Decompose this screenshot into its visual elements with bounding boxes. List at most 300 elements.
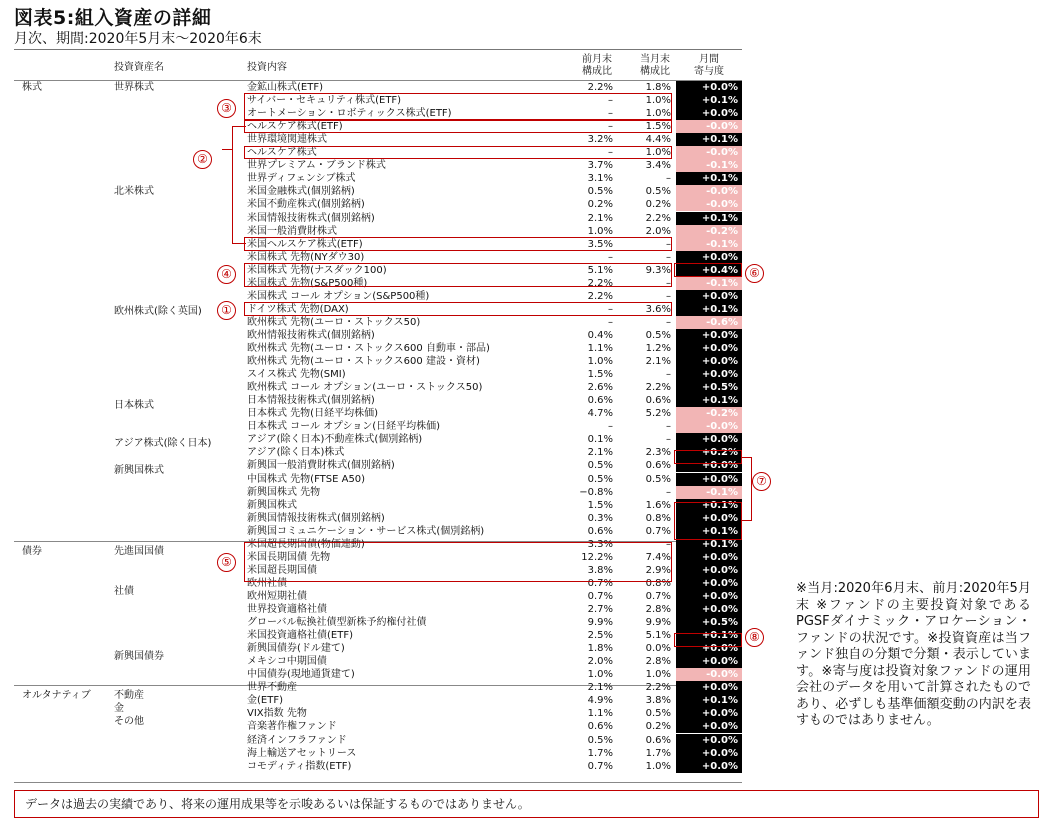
contrib-box [674, 633, 742, 647]
row-name: 新興国コミュニケーション・サービス株式(個別銘柄) [247, 525, 485, 537]
row-name: 中国株式 先物(FTSE A50) [247, 473, 366, 485]
curr-ratio: 1.0% [645, 108, 671, 120]
prev-ratio: 2.2% [587, 277, 613, 289]
contribution: +0.0% [676, 720, 742, 733]
curr-ratio: 0.7% [645, 525, 671, 537]
curr-ratio: 0.2% [645, 721, 671, 733]
table-row [247, 342, 742, 355]
curr-ratio: 9.3% [645, 264, 671, 276]
contribution: +0.1% [676, 94, 742, 107]
contribution: +0.0% [676, 551, 742, 564]
row-name: 米国株式 先物(S&P500種) [247, 277, 368, 289]
table-row [247, 486, 742, 499]
table-row [247, 420, 742, 433]
row-name: 金(ETF) [247, 695, 283, 707]
curr-ratio: – [666, 434, 671, 446]
contribution: +0.0% [676, 342, 742, 355]
row-name: 米国不動産株式(個別銘柄) [247, 199, 365, 211]
row-name: 欧州情報技術株式(個別銘柄) [247, 329, 375, 341]
curr-ratio: – [666, 538, 671, 550]
contribution: +0.0% [676, 707, 742, 720]
contribution: +0.0% [676, 473, 742, 486]
prev-ratio: −0.8% [579, 486, 613, 498]
row-name: ヘルスケア株式 [247, 147, 317, 159]
group-label: 社債 [114, 586, 134, 597]
prev-ratio: 3.5% [587, 238, 613, 250]
prev-ratio: 0.6% [587, 525, 613, 537]
table-row [247, 499, 742, 512]
header-contrib-line1: 月間 [699, 54, 719, 65]
highlight-box [244, 542, 672, 582]
curr-ratio: – [666, 486, 671, 498]
contribution: +0.1% [676, 499, 742, 512]
header-prev-line2: 構成比 [582, 66, 612, 77]
prev-ratio: 9.9% [587, 617, 613, 629]
curr-ratio: 2.9% [645, 564, 671, 576]
row-name: 欧州株式 コール オプション(ユーロ・ストックス50) [247, 382, 483, 394]
prev-ratio: 1.1% [587, 708, 613, 720]
table-row [247, 329, 742, 342]
table-row [247, 694, 742, 707]
prev-ratio: 5.1% [587, 264, 613, 276]
curr-ratio: 1.8% [645, 82, 671, 93]
curr-ratio: 1.2% [645, 343, 671, 354]
curr-ratio: 1.7% [645, 747, 671, 759]
row-name: 米国株式 先物(NYダウ30) [247, 251, 365, 263]
prev-ratio: 1.7% [587, 747, 613, 759]
prev-ratio: 1.5% [587, 369, 613, 381]
curr-ratio: 0.6% [645, 395, 671, 407]
marker-4: ④ [217, 265, 236, 284]
footnotes: ※当月:2020年6月末、前月:2020年5月末 ※ファンドの主要投資対象であるPGSFダイナミック・アロケーション・ファンドの状況です。※投資資産は当ファンド独自の分類で分類・表示しています。※寄与度は投資対象ファンドの運用会社のデータを用いて計算されたものであり、必ずしも基準価額変動の内訳を表すものではありません。 [796, 581, 1031, 728]
row-name: 日本株式 コール オプション(日経平均株価) [247, 421, 441, 433]
contribution: +0.0% [676, 577, 742, 590]
prev-ratio: 0.6% [587, 395, 613, 407]
curr-ratio: 3.8% [645, 695, 671, 707]
prev-ratio: 4.7% [587, 408, 613, 420]
row-name: 世界ディフェンシブ株式 [247, 173, 356, 185]
curr-ratio: 2.2% [645, 382, 671, 394]
table-row [247, 133, 742, 146]
row-name: 新興国株式 先物 [247, 486, 321, 498]
contribution: +0.0% [676, 368, 742, 381]
curr-ratio: 2.8% [645, 604, 671, 615]
row-name: 世界環境関連株式 [247, 134, 327, 146]
bracket-2 [232, 126, 246, 244]
group-label: オルタナティブ [22, 690, 91, 701]
prev-ratio: 3.7% [587, 160, 613, 172]
contribution: -0.0% [676, 146, 742, 159]
table-row [247, 590, 742, 603]
prev-ratio: – [608, 316, 613, 328]
prev-ratio: 0.3% [587, 512, 613, 524]
curr-ratio: – [666, 290, 671, 302]
contribution: +0.1% [676, 525, 742, 538]
prev-ratio: 2.1% [587, 212, 613, 224]
prev-ratio: 0.1% [587, 434, 613, 446]
prev-ratio: 0.2% [587, 199, 613, 211]
contribution: -0.2% [676, 225, 742, 238]
contribution: -0.2% [676, 407, 742, 420]
contribution: +0.0% [676, 355, 742, 368]
row-name: 米国ヘルスケア株式(ETF) [247, 238, 363, 250]
prev-ratio: – [608, 303, 613, 315]
row-name: 中国債券(現地通貨建て) [247, 669, 355, 681]
prev-ratio: – [608, 421, 613, 433]
contribution: +0.0% [676, 512, 742, 525]
group-label: 不動産 [114, 690, 144, 701]
contribution: -0.1% [676, 486, 742, 499]
contribution: +0.0% [676, 290, 742, 303]
row-name: 音楽著作権ファンド [247, 721, 337, 733]
header-curr-line2: 構成比 [640, 66, 670, 77]
curr-ratio: 1.6% [645, 499, 671, 511]
prev-ratio: 1.0% [587, 225, 613, 237]
contribution: +0.1% [676, 538, 742, 551]
marker-8: ⑧ [745, 628, 764, 647]
contribution: +0.0% [676, 459, 742, 472]
highlight-box [244, 93, 672, 120]
prev-ratio: 0.4% [587, 329, 613, 341]
table-row [247, 368, 742, 381]
row-name: 米国超長期国債(物価連動) [247, 538, 365, 550]
row-name: 新興国一般消費財株式(個別銘柄) [247, 460, 395, 472]
header-prev-line1: 前月末 [582, 54, 612, 65]
prev-ratio: 3.2% [587, 134, 613, 146]
curr-ratio: 0.2% [645, 199, 671, 211]
table-row [247, 525, 742, 538]
prev-ratio: 0.5% [587, 186, 613, 198]
prev-ratio: 3.1% [587, 173, 613, 185]
row-name: 経済インフラファンド [247, 734, 347, 746]
contribution: +0.0% [676, 564, 742, 577]
contribution: -0.0% [676, 120, 742, 133]
row-name: 米国金融株式(個別銘柄) [247, 186, 355, 198]
marker-6: ⑥ [745, 264, 764, 283]
prev-ratio: 1.0% [587, 356, 613, 368]
row-name: 米国超長期国債 [247, 564, 317, 576]
prev-ratio: 1.5% [587, 499, 613, 511]
chart-title: 図表5:組入資産の詳細 [14, 7, 212, 29]
curr-ratio: 0.5% [645, 186, 671, 198]
contribution: -0.0% [676, 198, 742, 211]
group-label: 欧州株式(除く英国) [114, 306, 202, 317]
row-name: ドイツ株式 先物(DAX) [247, 303, 349, 315]
contribution: +0.1% [676, 212, 742, 225]
contribution: +0.0% [676, 642, 742, 655]
marker-2: ② [193, 150, 212, 169]
table-row [247, 747, 742, 760]
curr-ratio: 1.0% [645, 147, 671, 159]
row-name: 欧州株式 先物(ユーロ・ストックス600 自動車・部品) [247, 343, 490, 354]
prev-ratio: 3.3% [587, 538, 613, 550]
prev-ratio: 2.7% [587, 604, 613, 615]
row-name: サイバー・セキュリティ株式(ETF) [247, 95, 402, 107]
row-name: メキシコ中期国債 [247, 656, 327, 668]
contribution: +0.0% [676, 107, 742, 120]
row-name: 新興国情報技術株式(個別銘柄) [247, 512, 385, 524]
prev-ratio: 0.5% [587, 473, 613, 485]
table-row [247, 681, 742, 694]
header-prev [560, 54, 612, 78]
group-label: 新興国債券 [114, 651, 164, 662]
contribution: +0.0% [676, 433, 742, 446]
contribution: +0.1% [676, 172, 742, 185]
prev-ratio: 2.6% [587, 382, 613, 394]
prev-ratio: 3.8% [587, 564, 613, 576]
contribution: +0.0% [676, 329, 742, 342]
curr-ratio: 0.0% [645, 643, 671, 655]
contribution: +0.1% [676, 133, 742, 146]
row-name: 金鉱山株式(ETF) [247, 82, 323, 93]
bottom-rule [14, 782, 742, 783]
top-rule [14, 49, 742, 50]
row-name: 海上輸送アセットリース [247, 747, 357, 759]
group-label: 金 [114, 703, 124, 714]
row-name: 欧州株式 先物(ユーロ・ストックス50) [247, 316, 421, 328]
curr-ratio: 2.2% [645, 212, 671, 224]
row-name: 米国長期国債 先物 [247, 551, 331, 563]
table-row [247, 459, 742, 472]
prev-ratio: – [608, 147, 613, 159]
prev-ratio: 2.2% [587, 290, 613, 302]
contribution: +0.1% [676, 394, 742, 407]
contribution: -0.6% [676, 316, 742, 329]
table-row [247, 185, 742, 198]
chart-subtitle: 月次、期間:2020年5月末〜2020年6末 [14, 31, 262, 47]
curr-ratio: 2.3% [645, 447, 671, 459]
row-name: 米国株式 先物(ナスダック100) [247, 264, 387, 276]
group-label: 新興国株式 [114, 465, 164, 476]
marker-3: ③ [217, 99, 236, 118]
row-name: コモディティ指数(ETF) [247, 760, 352, 772]
contribution: +0.5% [676, 616, 742, 629]
prev-ratio: 0.7% [587, 760, 613, 772]
header-contrib [676, 54, 742, 78]
curr-ratio: 1.0% [645, 95, 671, 107]
curr-ratio: – [666, 251, 671, 263]
contribution: +0.1% [676, 303, 742, 316]
curr-ratio: 0.7% [645, 590, 671, 602]
curr-ratio: 4.4% [645, 134, 671, 146]
contribution: +0.5% [676, 381, 742, 394]
group-label: アジア株式(除く日本) [114, 438, 212, 449]
contribution: +0.0% [676, 747, 742, 760]
table-row [247, 734, 742, 747]
row-name: グローバル転換社債型新株予約権付社債 [247, 617, 427, 629]
row-name: アジア(除く日本)株式 [247, 447, 345, 459]
curr-ratio: – [666, 277, 671, 289]
marker-7: ⑦ [752, 472, 771, 491]
curr-ratio: 1.0% [645, 760, 671, 772]
curr-ratio: 7.4% [645, 551, 671, 563]
prev-ratio: 1.0% [587, 669, 613, 681]
table-row [247, 316, 742, 329]
table-row [247, 655, 742, 668]
group-label: 世界株式 [114, 82, 154, 93]
curr-ratio: 0.5% [645, 329, 671, 341]
contrib-box [674, 502, 742, 540]
curr-ratio: 3.4% [645, 160, 671, 172]
table-row [247, 290, 742, 303]
curr-ratio: 0.8% [645, 577, 671, 589]
contribution: +0.0% [676, 590, 742, 603]
contribution: +0.0% [676, 603, 742, 616]
curr-ratio: – [666, 421, 671, 433]
prev-ratio: – [608, 121, 613, 133]
prev-ratio: 2.1% [587, 447, 613, 459]
table-row [247, 172, 742, 185]
curr-ratio: 0.6% [645, 460, 671, 472]
contribution: -0.1% [676, 159, 742, 172]
prev-ratio: – [608, 251, 613, 263]
table-row [247, 212, 742, 225]
header-curr-line1: 当月末 [640, 54, 670, 65]
table-row [247, 668, 742, 681]
header-content: 投資内容 [247, 62, 287, 73]
prev-ratio: 2.5% [587, 630, 613, 642]
table-row [247, 642, 742, 655]
table-row [247, 707, 742, 720]
contribution: -0.0% [676, 668, 742, 681]
prev-ratio: 2.2% [587, 82, 613, 93]
prev-ratio: 0.5% [587, 734, 613, 746]
contribution: +0.2% [676, 446, 742, 459]
contribution: +0.0% [676, 760, 742, 773]
curr-ratio: – [666, 238, 671, 250]
curr-ratio: 0.6% [645, 734, 671, 746]
contribution: -0.0% [676, 420, 742, 433]
row-name: 世界不動産 [247, 682, 297, 694]
prev-ratio: – [608, 108, 613, 120]
prev-ratio: 12.2% [581, 551, 613, 563]
bracket-7 [742, 457, 752, 521]
prev-ratio: 0.5% [587, 460, 613, 472]
curr-ratio: 0.5% [645, 473, 671, 485]
row-name: 世界投資適格社債 [247, 604, 327, 615]
row-name: 欧州株式 先物(ユーロ・ストックス600 建設・資材) [247, 356, 480, 368]
contribution: +0.0% [676, 655, 742, 668]
highlight-box [244, 263, 672, 287]
prev-ratio: 0.7% [587, 577, 613, 589]
curr-ratio: 2.1% [645, 356, 671, 368]
group-label: 北米株式 [114, 186, 154, 197]
row-name: 新興国株式 [247, 499, 297, 511]
curr-ratio: 9.9% [645, 617, 671, 629]
curr-ratio: 0.8% [645, 512, 671, 524]
curr-ratio: – [666, 316, 671, 328]
marker-5: ⑤ [217, 553, 236, 572]
curr-ratio: 1.0% [645, 669, 671, 681]
group-label: 債券 [22, 546, 42, 557]
table-row [247, 198, 742, 211]
row-name: 日本株式 先物(日経平均株価) [247, 408, 378, 420]
row-name: VIX指数 先物 [247, 708, 307, 720]
table-row [247, 720, 742, 733]
highlight-box [244, 146, 672, 159]
contribution: +0.1% [676, 694, 742, 707]
contribution: -0.1% [676, 238, 742, 251]
table-row [247, 381, 742, 394]
group-label: その他 [114, 716, 144, 727]
prev-ratio: – [608, 95, 613, 107]
contribution: +0.1% [676, 629, 742, 642]
prev-ratio: 0.6% [587, 721, 613, 733]
highlight-box [244, 302, 672, 316]
row-name: 欧州短期社債 [247, 590, 307, 602]
bracket-2-tick [222, 149, 232, 150]
group-label: 日本株式 [114, 400, 154, 411]
table-row [247, 225, 742, 238]
row-name: 世界プレミアム・ブランド株式 [247, 160, 386, 172]
disclaimer: データは過去の実績であり、将来の運用成果等を示唆あるいは保証するものではありません。 [14, 790, 1039, 818]
contribution: -0.0% [676, 185, 742, 198]
row-name: 米国一般消費財株式 [247, 225, 337, 237]
row-name: 日本情報技術株式(個別銘柄) [247, 395, 375, 407]
highlight-box [244, 120, 672, 133]
curr-ratio: 5.1% [645, 630, 671, 642]
curr-ratio: 2.2% [645, 682, 671, 694]
table-row [247, 473, 742, 486]
prev-ratio: 1.8% [587, 643, 613, 655]
table-row [247, 760, 742, 773]
contrib-box [674, 263, 742, 277]
header-contrib-line2: 寄与度 [694, 66, 724, 77]
curr-ratio: – [666, 369, 671, 381]
table-row [247, 159, 742, 172]
contribution: +0.0% [676, 681, 742, 694]
prev-ratio: 2.1% [587, 682, 613, 694]
prev-ratio: 2.0% [587, 656, 613, 668]
row-name: アジア(除く日本)不動産株式(個別銘柄) [247, 434, 423, 446]
contribution: +0.0% [676, 251, 742, 264]
table-row [247, 603, 742, 616]
contribution: +0.4% [676, 264, 742, 277]
header-asset: 投資資産名 [114, 62, 164, 73]
table-row [247, 512, 742, 525]
curr-ratio: – [666, 173, 671, 185]
table-row [247, 616, 742, 629]
curr-ratio: 2.0% [645, 225, 671, 237]
curr-ratio: 3.6% [645, 303, 671, 315]
table-row [247, 394, 742, 407]
curr-ratio: 5.2% [645, 408, 671, 420]
prev-ratio: 0.7% [587, 590, 613, 602]
contrib-box [674, 450, 742, 464]
prev-ratio: 1.1% [587, 343, 613, 354]
table-row [247, 251, 742, 264]
curr-ratio: 2.8% [645, 656, 671, 668]
table-row [247, 446, 742, 459]
row-name: 米国情報技術株式(個別銘柄) [247, 212, 375, 224]
table-row [247, 629, 742, 642]
marker-1: ① [217, 301, 236, 320]
table-row [247, 355, 742, 368]
group-label: 先進国国債 [114, 546, 164, 557]
curr-ratio: 1.5% [645, 121, 671, 133]
row-name: ヘルスケア株式(ETF) [247, 121, 343, 133]
table-row [247, 433, 742, 446]
contribution: +0.0% [676, 734, 742, 747]
prev-ratio: 4.9% [587, 695, 613, 707]
header-curr [618, 54, 670, 78]
row-name: 新興国債券(ドル建て) [247, 643, 345, 655]
table-row [247, 407, 742, 420]
group-label: 株式 [22, 82, 42, 93]
row-name: 米国株式 コール オプション(S&P500種) [247, 290, 430, 302]
row-name: オートメーション・ロボティックス株式(ETF) [247, 108, 452, 120]
contribution: -0.1% [676, 277, 742, 290]
